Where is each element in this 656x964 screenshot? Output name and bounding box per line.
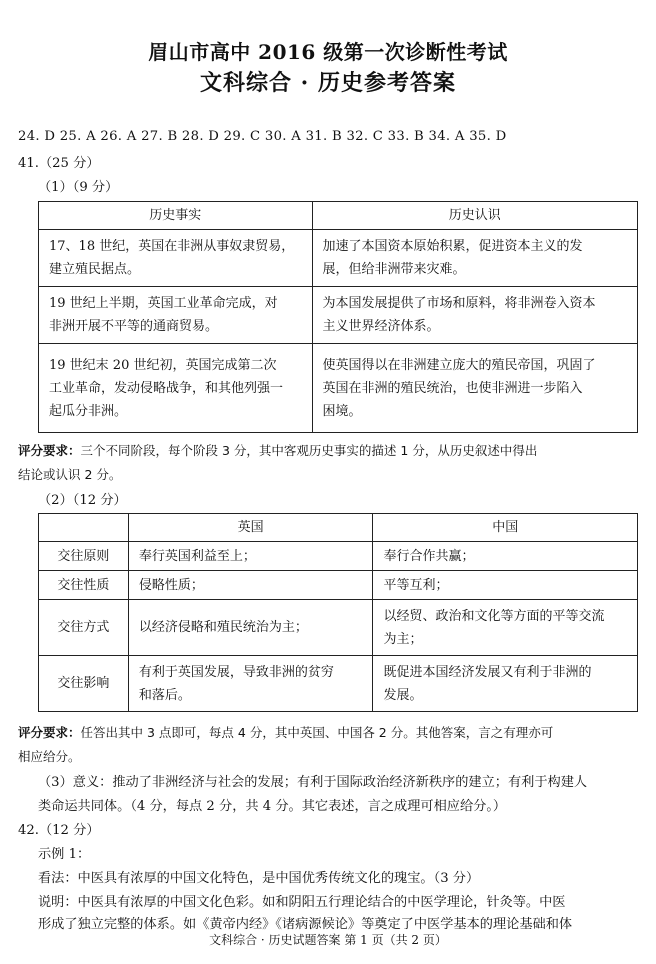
- scoring-rule-2-cont: 相应给分。: [18, 749, 81, 764]
- column-header: [39, 514, 129, 542]
- q41-part2-header: （2）（12 分）: [38, 493, 127, 508]
- exam-title: 眉山市高中 2016 级第一次诊断性考试: [148, 40, 508, 64]
- uk-cell: 侵略性质；: [128, 571, 373, 600]
- uk-cell: 有利于英国发展，导致非洲的贫穷 和落后。: [128, 656, 373, 712]
- scoring-rule-1: 评分要求：三个不同阶段，每个阶段 3 分，其中客观历史事实的描述 1 分，从历史叙述中得出: [18, 443, 538, 458]
- history-view-cell: 加速了本国资本原始积累，促进资本主义的发 展，但给非洲带来灾难。: [312, 230, 637, 287]
- q41-part1-header: （1）（9 分）: [38, 180, 119, 195]
- china-cell: 平等互利；: [373, 571, 638, 600]
- table-row: [39, 542, 638, 571]
- table-row: [39, 287, 638, 344]
- china-cell: 奉行合作共赢；: [373, 542, 638, 571]
- column-header: 英国: [128, 514, 373, 542]
- q41-part3-line2: 类命运共同体。（4 分，每点 2 分，共 4 分。其它表述，言之成理可相应给分。）: [38, 799, 507, 814]
- china-cell: 以经贸、政治和文化等方面的平等交流 为主；: [373, 600, 638, 656]
- history-fact-cell: 17、18 世纪，英国在非洲从事奴隶贸易， 建立殖民据点。: [39, 230, 313, 287]
- subject-title: 文科综合 · 历史参考答案: [200, 70, 456, 96]
- q41-header: 41.（25 分）: [18, 156, 100, 171]
- history-view-cell: 为本国发展提供了市场和原料，将非洲卷入资本 主义世界经济体系。: [312, 287, 637, 344]
- q42-explain-line1: 说明：中医具有浓厚的中国文化色彩。如和阴阳五行理论结合的中医学理论，针灸等。中医: [38, 895, 566, 910]
- column-header: 中国: [373, 514, 638, 542]
- q42-explain-line2: 形成了独立完整的体系。如《黄帝内经》《诸病源候论》等奠定了中医学基本的理论基础和体: [38, 917, 573, 932]
- history-facts-table: [38, 201, 638, 433]
- row-label: 交往性质: [39, 571, 129, 600]
- column-header: 历史事实: [39, 202, 313, 230]
- table-header-row: [39, 202, 638, 230]
- scoring-rule-2: 评分要求：任答出其中 3 点即可，每点 4 分，其中英国、中国各 2 分。其他答案，言之有理亦可: [18, 725, 554, 740]
- q41-part3-line1: （3）意义：推动了非洲经济与社会的发展；有利于国际政治经济新秩序的建立；有利于构建人: [38, 775, 588, 790]
- row-label: 交往影响: [39, 656, 129, 712]
- table-row: [39, 600, 638, 656]
- history-view-cell: 使英国得以在非洲建立庞大的殖民帝国，巩固了 英国在非洲的殖民统治，也使非洲进一步陷入 困境。: [312, 344, 637, 433]
- comparison-table: [38, 513, 638, 712]
- row-label: 交往方式: [39, 600, 129, 656]
- table-row: [39, 656, 638, 712]
- uk-cell: 以经济侵略和殖民统治为主；: [128, 600, 373, 656]
- scoring-rule-1-cont: 结论或认识 2 分。: [18, 467, 122, 482]
- page-footer: 文科综合 · 历史试题答案 第 1 页（共 2 页）: [209, 933, 447, 947]
- q42-view: 看法：中医具有浓厚的中国文化特色，是中国优秀传统文化的瑰宝。（3 分）: [38, 871, 480, 886]
- history-fact-cell: 19 世纪末 20 世纪初，英国完成第二次 工业革命，发动侵略战争，和其他列强一 起瓜分非洲。: [39, 344, 313, 433]
- column-header: 历史认识: [312, 202, 637, 230]
- choice-answers: 24. D 25. A 26. A 27. B 28. D 29. C 30. A 31. B 32. C 33. B 34. A 35. D: [18, 129, 507, 144]
- table-row: [39, 230, 638, 287]
- history-fact-cell: 19 世纪上半期，英国工业革命完成，对 非洲开展不平等的通商贸易。: [39, 287, 313, 344]
- uk-cell: 奉行英国利益至上；: [128, 542, 373, 571]
- q42-header: 42.（12 分）: [18, 823, 100, 838]
- table-row: [39, 344, 638, 433]
- table-row: [39, 571, 638, 600]
- table-header-row: [39, 514, 638, 542]
- q42-example-label: 示例 1：: [38, 847, 91, 862]
- china-cell: 既促进本国经济发展又有利于非洲的 发展。: [373, 656, 638, 712]
- row-label: 交往原则: [39, 542, 129, 571]
